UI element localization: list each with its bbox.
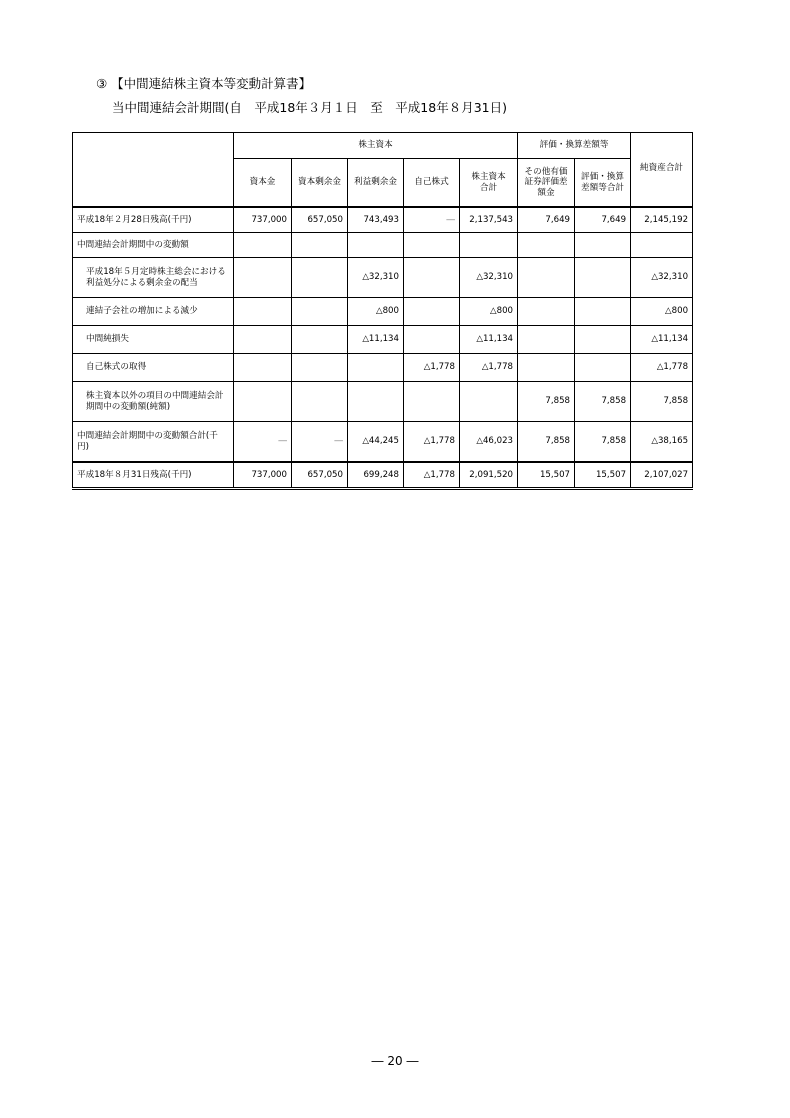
table-cell: △800 bbox=[348, 298, 404, 326]
header-capital: 資本金 bbox=[234, 159, 292, 208]
table-cell: 657,050 bbox=[292, 462, 348, 489]
table-cell bbox=[234, 258, 292, 298]
table-cell: 743,493 bbox=[348, 207, 404, 233]
table-cell bbox=[631, 233, 693, 258]
table-cell: △46,023 bbox=[460, 422, 518, 463]
table-row bbox=[73, 233, 693, 258]
table-cell bbox=[518, 233, 575, 258]
table-row bbox=[73, 462, 693, 489]
header-retained-earnings: 利益剰余金 bbox=[348, 159, 404, 208]
table-cell bbox=[518, 298, 575, 326]
table-cell: 7,858 bbox=[518, 382, 575, 422]
row-label: 連結子会社の増加による減少 bbox=[73, 298, 234, 326]
table-cell: 737,000 bbox=[234, 207, 292, 233]
table-cell: 7,649 bbox=[518, 207, 575, 233]
table-cell bbox=[404, 258, 460, 298]
table-cell: △11,134 bbox=[348, 326, 404, 354]
table-cell: △32,310 bbox=[348, 258, 404, 298]
table-cell bbox=[575, 354, 631, 382]
table-cell bbox=[575, 326, 631, 354]
header-treasury-stock: 自己株式 bbox=[404, 159, 460, 208]
table-cell bbox=[575, 298, 631, 326]
table-row bbox=[73, 298, 693, 326]
row-label: 自己株式の取得 bbox=[73, 354, 234, 382]
table-cell: 15,507 bbox=[518, 462, 575, 489]
header-blank-cell bbox=[73, 133, 234, 208]
row-label: 中間連結会計期間中の変動額 bbox=[73, 233, 234, 258]
header-net-assets-total: 純資産合計 bbox=[631, 133, 693, 208]
header-valuation-total: 評価・換算 差額等合計 bbox=[575, 159, 631, 208]
table-row bbox=[73, 258, 693, 298]
header-shareholders-total: 株主資本 合計 bbox=[460, 159, 518, 208]
table-cell bbox=[404, 326, 460, 354]
table-cell: 2,137,543 bbox=[460, 207, 518, 233]
header-shareholders-equity: 株主資本 bbox=[234, 133, 518, 159]
table-cell: 7,858 bbox=[518, 422, 575, 463]
table-cell: △800 bbox=[460, 298, 518, 326]
table-cell: 7,858 bbox=[631, 382, 693, 422]
table-cell bbox=[404, 382, 460, 422]
table-cell bbox=[234, 354, 292, 382]
table-cell bbox=[518, 258, 575, 298]
table-cell: △1,778 bbox=[460, 354, 518, 382]
table-cell bbox=[292, 354, 348, 382]
table-cell: 7,858 bbox=[575, 422, 631, 463]
row-label: 株主資本以外の項目の中間連結会計期間中の変動額(純額) bbox=[73, 382, 234, 422]
table-cell: 737,000 bbox=[234, 462, 292, 489]
table-cell: 2,107,027 bbox=[631, 462, 693, 489]
table-cell: 699,248 bbox=[348, 462, 404, 489]
page-number: ― 20 ― bbox=[371, 1054, 419, 1068]
table-row bbox=[73, 207, 693, 233]
table-cell: △11,134 bbox=[460, 326, 518, 354]
table-row bbox=[73, 382, 693, 422]
table-cell bbox=[575, 233, 631, 258]
table-cell bbox=[518, 326, 575, 354]
table-cell: △1,778 bbox=[404, 462, 460, 489]
table-cell bbox=[292, 326, 348, 354]
table-cell bbox=[404, 233, 460, 258]
table-cell: △1,778 bbox=[404, 354, 460, 382]
header-other-securities: その他有価 証券評価差 額金 bbox=[518, 159, 575, 208]
table-cell bbox=[460, 382, 518, 422]
statement-table bbox=[72, 132, 693, 490]
row-label: 中間純損失 bbox=[73, 326, 234, 354]
table-cell: △44,245 bbox=[348, 422, 404, 463]
table-cell bbox=[575, 258, 631, 298]
table-cell: 15,507 bbox=[575, 462, 631, 489]
table-row bbox=[73, 326, 693, 354]
table-cell: △1,778 bbox=[404, 422, 460, 463]
table-cell bbox=[460, 233, 518, 258]
table-cell: 2,145,192 bbox=[631, 207, 693, 233]
row-label: 平成18年８月31日残高(千円) bbox=[73, 462, 234, 489]
section-heading: ③ 【中間連結株主資本等変動計算書】 bbox=[96, 76, 312, 91]
table-cell: 657,050 bbox=[292, 207, 348, 233]
table-row bbox=[73, 354, 693, 382]
table-cell: 7,858 bbox=[575, 382, 631, 422]
table-cell bbox=[348, 233, 404, 258]
table-cell: △32,310 bbox=[631, 258, 693, 298]
table-cell bbox=[292, 258, 348, 298]
table-cell: ― bbox=[234, 422, 292, 463]
period-subheading: 当中間連結会計期間(自 平成18年３月１日 至 平成18年８月31日) bbox=[112, 100, 507, 115]
table-cell: △1,778 bbox=[631, 354, 693, 382]
table-cell bbox=[292, 233, 348, 258]
header-capital-surplus: 資本剰余金 bbox=[292, 159, 348, 208]
table-cell: △800 bbox=[631, 298, 693, 326]
table-cell: ― bbox=[404, 207, 460, 233]
table-cell: 2,091,520 bbox=[460, 462, 518, 489]
row-label: 中間連結会計期間中の変動額合計(千円) bbox=[73, 422, 234, 463]
table-cell: △11,134 bbox=[631, 326, 693, 354]
table-cell bbox=[292, 298, 348, 326]
header-valuation-adjustments: 評価・換算差額等 bbox=[518, 133, 631, 159]
table-cell bbox=[348, 382, 404, 422]
table-cell bbox=[348, 354, 404, 382]
table-cell bbox=[234, 233, 292, 258]
row-label: 平成18年２月28日残高(千円) bbox=[73, 207, 234, 233]
table-cell bbox=[518, 354, 575, 382]
statement-body bbox=[73, 207, 693, 489]
table-cell bbox=[234, 298, 292, 326]
table-cell: △38,165 bbox=[631, 422, 693, 463]
table-cell: 7,649 bbox=[575, 207, 631, 233]
table-row bbox=[73, 422, 693, 463]
table-cell: ― bbox=[292, 422, 348, 463]
table-cell bbox=[404, 298, 460, 326]
table-cell bbox=[234, 382, 292, 422]
table-cell: △32,310 bbox=[460, 258, 518, 298]
row-label: 平成18年５月定時株主総会における利益処分による剰余金の配当 bbox=[73, 258, 234, 298]
table-cell bbox=[234, 326, 292, 354]
table-cell bbox=[292, 382, 348, 422]
